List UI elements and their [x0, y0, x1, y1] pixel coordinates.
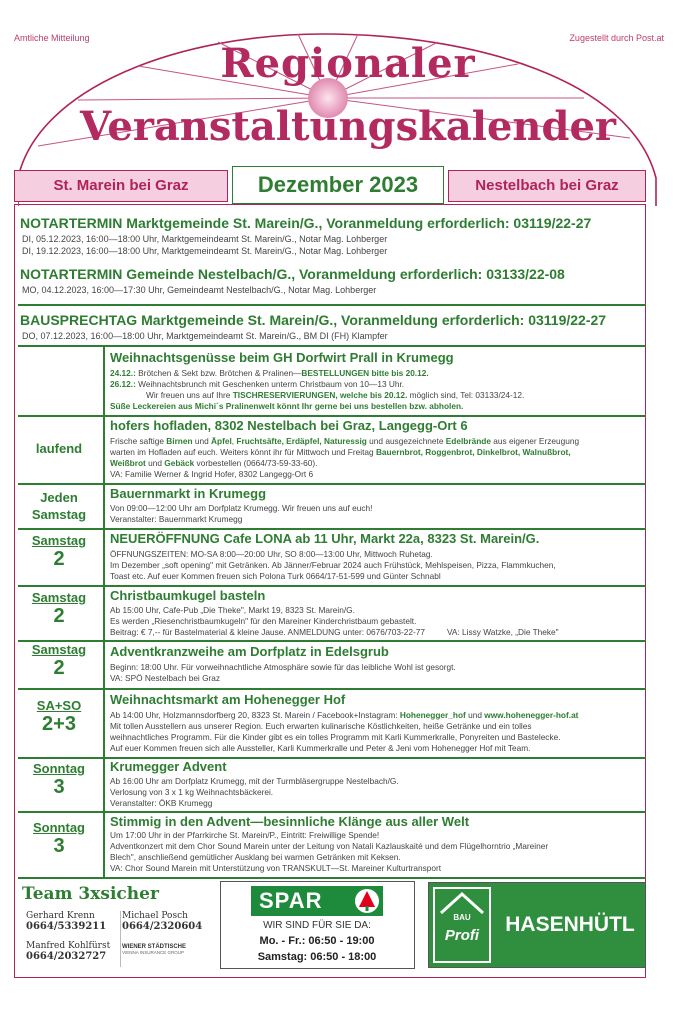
section-divider — [18, 345, 646, 347]
event-separator — [18, 415, 646, 417]
bausprechtag-title: BAUSPRECHTAG Marktgemeinde St. Marein/G., Voranmeldung erforderlich: 03119/22-27 — [20, 312, 607, 328]
event-christbaumkugel-label: Samstag 2 — [31, 590, 87, 627]
ad-team-person-1: Gerhard Krenn 0664/5339211 — [26, 911, 107, 932]
event-weihnachtsmarkt-title: Weihnachtsmarkt am Hohenegger Hof — [110, 692, 346, 707]
spar-hours-saturday: Samstag: 06:50 - 18:00 — [257, 951, 377, 963]
header-month: Dezember 2023 — [232, 166, 444, 204]
spar-opening-label: WIR SIND FÜR SIE DA: — [263, 920, 371, 931]
notar-st-marein-title: NOTARTERMIN Marktgemeinde St. Marein/G., Voranmeldung erforderlich: 03119/22-27 — [20, 215, 592, 231]
event-adventkranz-body: Beginn: 18:00 Uhr. Für vorweihnachtliche Atmosphäre sowie für das leibliche Wohl ist gesorgt. VA: SPÖ Nestelbach bei Graz — [110, 662, 456, 683]
event-adventkranz-title: Adventkranzweihe am Dorfplatz in Edelsgrub — [110, 644, 389, 659]
ad-team-title: Team 3xsicher — [22, 884, 159, 904]
event-cafe-lona-title: NEUERÖFFNUNG Cafe LONA ab 11 Uhr, Markt 22a, 8323 St. Marein/G. — [110, 531, 540, 546]
event-weihnachtsmarkt-label: SA+SO 2+3 — [36, 698, 82, 735]
event-adventkranz-label: Samstag 2 — [31, 642, 87, 679]
notar-nestelbach-line-1: MO, 04.12.2023, 16:00—17:30 Uhr, Gemeindeamt Nestelbach/G., Notar Mag. Lohberger — [22, 285, 377, 295]
event-cafe-lona-body: ÖFFNUNGSZEITEN: MO-SA 8:00—20:00 Uhr, SO 8:00—13:00 Uhr, Mittwoch Ruhetag. Im Dezember „soft opening" mit Getränken. Ab Jänner/Februar 2024 auch Frühstück, Mehlspeisen, Pizza, Flammkuchen, Toast etc. Auf euer Kommen freuen sich Polona Turk 0664/17-51-599 und Günter Schnabl — [110, 549, 556, 581]
event-christbaumkugel-body: Ab 15:00 Uhr, Cafe-Pub „Die Theke", Markt 19, 8323 St. Marein/G. Es werden „Riesenchristbaumkugeln" für den Mareiner Kinderchristbaum gebastelt. Beitrag: € 7,-- für Bastelmaterial & kleine Jause. ANMELDUNG unter: 0676/703-22-77 VA: Lissy Watzke, „Die Theke" — [110, 605, 559, 637]
notar-st-marein-line-2: DI, 19.12.2023, 16:00—18:00 Uhr, Marktgemeindeamt St. Marein/G., Notar Mag. Lohberger — [22, 246, 388, 256]
section-divider — [18, 304, 646, 306]
event-hofladen-label: laufend — [35, 441, 83, 456]
event-separator — [18, 528, 646, 530]
event-krumegger-advent-label: Sonntag 3 — [33, 761, 85, 798]
title-regionaler: Regionaler — [220, 40, 476, 87]
official-notice: Amtliche Mitteilung — [14, 33, 90, 43]
header-nestelbach: Nestelbach bei Graz — [448, 170, 646, 202]
ad-team-person-2: Michael Posch 0664/2320604 — [122, 911, 203, 932]
notar-nestelbach-title: NOTARTERMIN Gemeinde Nestelbach/G., Voranmeldung erforderlich: 03133/22-08 — [20, 266, 565, 282]
bausprechtag-line-1: DO, 07.12.2023, 16:00—18:00 Uhr, Marktgemeindeamt St. Marein/G., BM DI (FH) Klampfer — [22, 331, 388, 341]
event-dorfwirt-title: Weihnachtsgenüsse beim GH Dorfwirt Prall in Krumegg — [110, 350, 454, 365]
house-roof-icon — [439, 891, 485, 915]
delivery-note: Zugestellt durch Post.at — [569, 33, 664, 43]
event-hofladen-title: hofers hofladen, 8302 Nestelbach bei Graz, Langegg-Ort 6 — [110, 418, 468, 433]
event-krumegger-advent-body: Ab 16:00 Uhr am Dorfplatz Krumegg, mit der Turmbläsergruppe Nestelbach/G. Verlosung von 3 x 1 kg Weihnachtsbäckerei. Veranstalter: ÖKB Krumegg — [110, 776, 399, 808]
ad-team-person-3: Manfred Kohlfürst 0664/2032727 — [26, 941, 111, 962]
event-cafe-lona-label: Samstag 2 — [31, 533, 87, 570]
ad-hasenhuetl — [428, 882, 646, 968]
event-bauernmarkt-body: Von 09:00—12:00 Uhr am Dorfplatz Krumegg. Wir freuen uns auf euch! Veranstalter: Bauernmarkt Krumegg — [110, 503, 373, 524]
notar-st-marein-line-1: DI, 05.12.2023, 16:00—18:00 Uhr, Marktgemeindeamt St. Marein/G., Notar Mag. Lohberger — [22, 234, 388, 244]
section-divider — [18, 877, 646, 879]
ad-team-divider — [120, 911, 121, 967]
event-bauernmarkt-label: Jeden Samstag — [31, 490, 87, 522]
event-separator — [18, 585, 646, 587]
event-christbaumkugel-title: Christbaumkugel basteln — [110, 588, 266, 603]
spar-hours-weekdays: Mo. - Fr.: 06:50 - 19:00 — [259, 935, 375, 947]
ad-team-3xsicher — [22, 884, 210, 968]
event-separator — [18, 483, 646, 485]
event-hofladen-body: Frische saftige Birnen und Äpfel, Fruchtsäfte, Erdäpfel, Naturessig und ausgezeichnete Edelbrände aus eigener Erzeugung warten im Hofladen auf euch. Weiters könnt ihr für Mittwoch und Freitag Bauernbrot, Roggenbrot, Dinkelbrot, Walnußbrot, Weißbrot und Gebäck vorbestellen (0664/73-59-33-60). VA: Familie Werner & Ingrid Hofer, 8302 Langegg-Ort 6 — [110, 436, 580, 479]
event-stimmig-advent-title: Stimmig in den Advent—besinnliche Klänge aus aller Welt — [110, 814, 470, 829]
event-stimmig-advent-body: Um 17:00 Uhr in der Pfarrkirche St. Marein/P., Eintritt: Freiwillige Spende! Adventkonzert mit dem Chor Sound Marein unter der Leitung von Natali Kazlauskaité und dem Flügelhorntrio „Mareiner Blech", anschließend gemütlicher Ausklang bei warmen Getränken mit Keksen. VA: Chor Sound Marein mit Unterstützung von TRANSKULT—St. Mareiner Kulturtransport — [110, 830, 549, 873]
spar-logo: SPAR — [251, 886, 383, 916]
event-separator — [18, 640, 646, 642]
event-bauernmarkt-title: Bauernmarkt in Krumegg — [110, 486, 267, 501]
event-separator — [18, 688, 646, 690]
ad-team-brand: WIENER STÄDTISCHE VIENNA INSURANCE GROUP — [122, 944, 187, 955]
bau-profi-badge: BAU Profi — [433, 887, 491, 963]
event-krumegger-advent-title: Krumegger Advent — [110, 759, 227, 774]
title-veranstaltungskalender: Veranstaltungskalender — [80, 103, 616, 150]
header-st-marein: St. Marein bei Graz — [14, 170, 228, 202]
event-dorfwirt-body: 24.12.: Brötchen & Sekt bzw. Brötchen & Pralinen—BESTELLUNGEN bitte bis 20.12. 26.12.: Weihnachtsbrunch mit Geschenken unterm Christbaum von 10—13 Uhr. Wir freuen uns auf Ihre TISCHRESERVIERUNGEN, welche bis 20.12. möglich sind, Tel: 03133/24-12. Süße Leckereien aus Michi´s Pralinenwelt könnt Ihr gerne bei uns bestellen bzw. abholen. — [110, 368, 525, 411]
event-weihnachtsmarkt-body: Ab 14:00 Uhr, Holzmannsdorfberg 20, 8323 St. Marein / Facebook+Instagram: Hohenegger_hof und www.hohenegger-hof.at Mit tollen Ausstellern aus unserer Region. Euch erwarten kulinarische Köstlichkeiten, heiße Getränke und ein tolles weihnachtliches Programm. Für die Kinder gibt es ein tolles Programm mit Karli Kummerkralle, Ponyreiten und Bastelecke. Auf euer Kommen freuen sich alle Aussteller, Karli Kummerkralle und Peter & Jeni vom Hohenegger Hof mit Team. — [110, 710, 579, 753]
ad-spar — [220, 881, 415, 969]
hasenhuetl-name: HASENHÜTL — [505, 913, 635, 936]
spar-tree-icon — [354, 888, 380, 914]
event-stimmig-advent-label: Sonntag 3 — [33, 820, 85, 857]
event-separator — [18, 811, 646, 813]
event-column-divider — [103, 347, 105, 878]
